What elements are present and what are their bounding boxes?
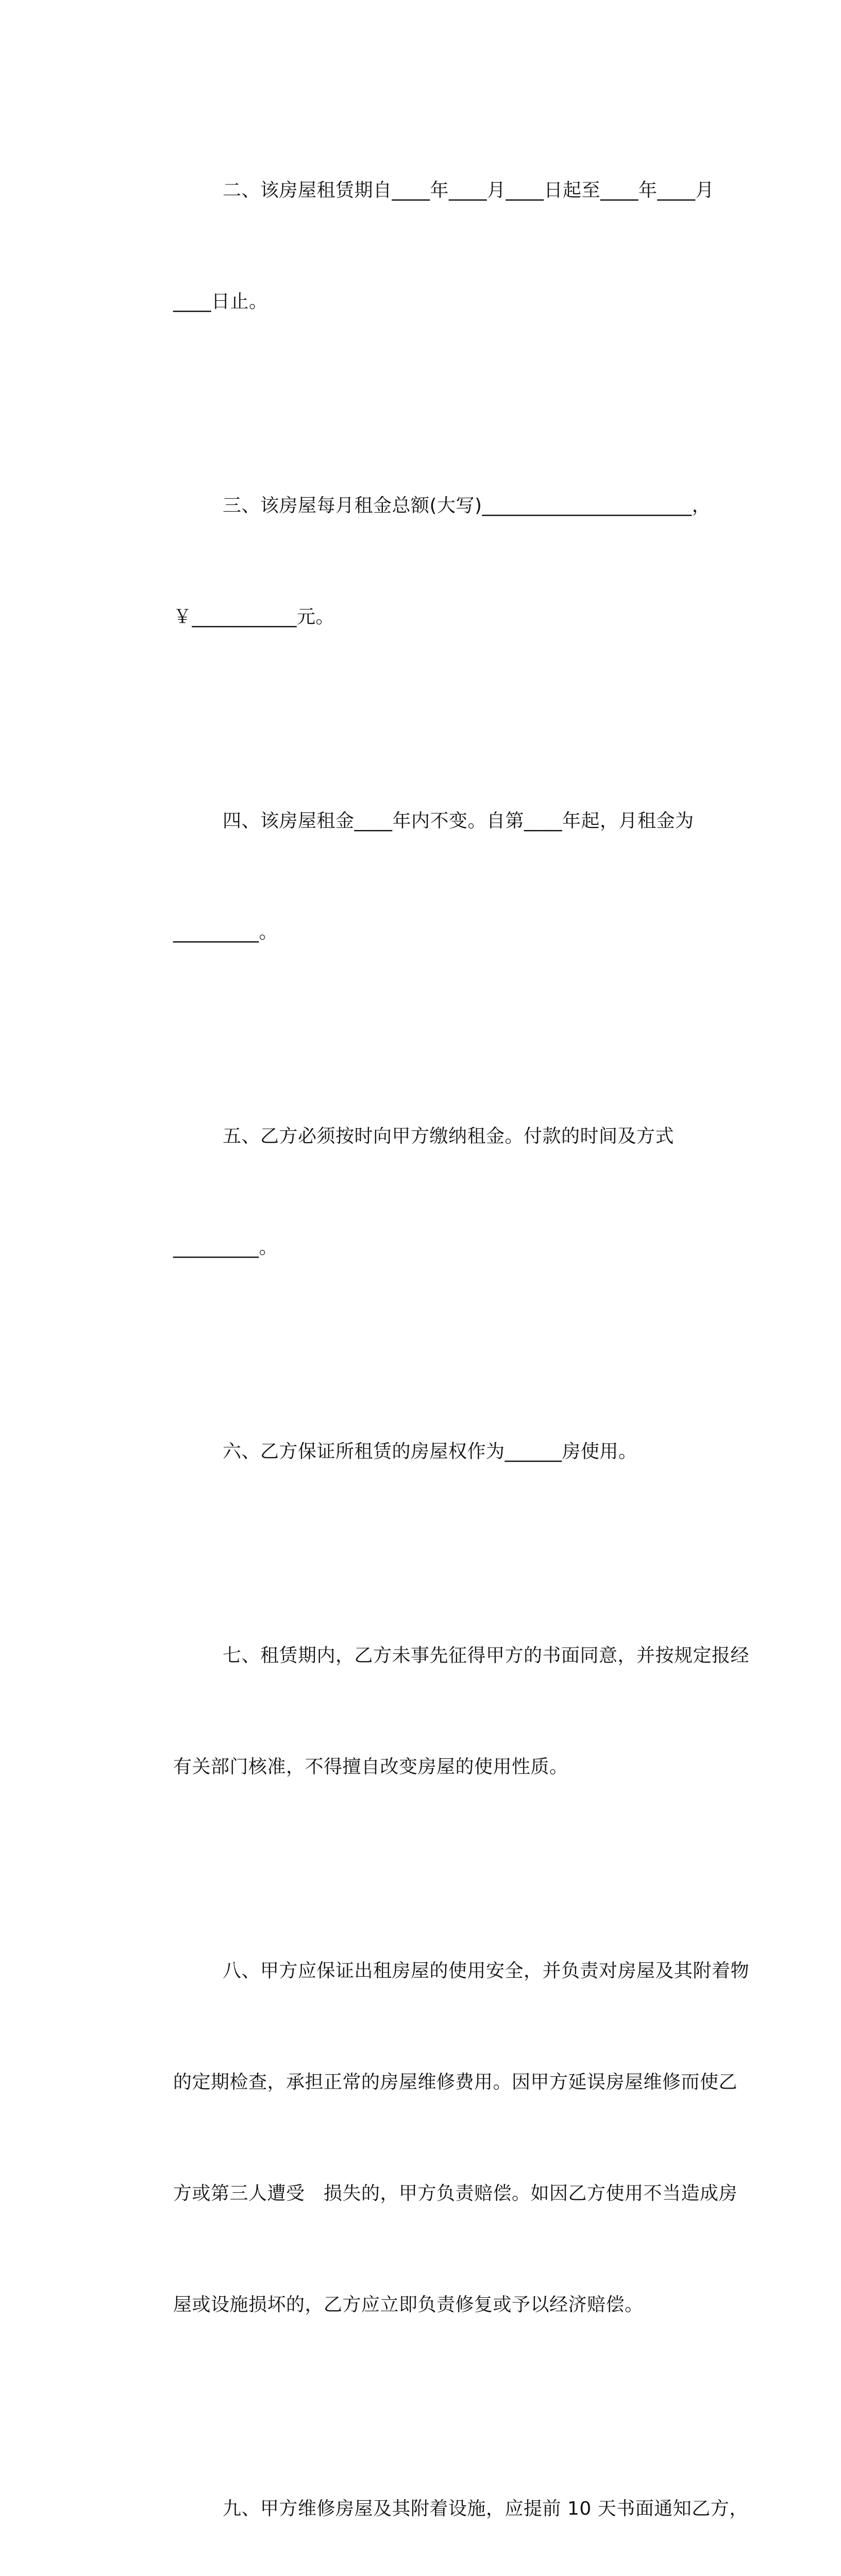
clause-line: 七、租赁期内，乙方未事先征得甲方的书面同意，并按规定报经 (223, 1645, 750, 1666)
document-page (124, 98, 750, 2576)
clause-line: 四、该房屋租金____年内不变。自第____年起，月租金为 (223, 810, 694, 832)
clause-line: 六、乙方保证所租赁的房屋权作为______房使用。 (223, 1441, 637, 1462)
clause-line: 二、该房屋租赁期自____年____月____日起至____年____月 (223, 180, 715, 201)
clause-line: 八、甲方应保证出租房屋的使用安全，并负责对房屋及其附着物 (223, 1960, 750, 1981)
clause-line: 三、该房屋每月租金总额(大写)______________________， (223, 495, 711, 516)
clause-line: 九、甲方维修房屋及其附着设施，应提前 10 天书面通知乙方， (223, 2498, 748, 2519)
clause-5 (124, 1044, 706, 1341)
clause-line: ￥___________元。 (173, 606, 335, 628)
clause-4 (124, 728, 706, 1025)
clause-7 (124, 1563, 750, 1860)
clause-line: ____日止。 (173, 291, 268, 312)
clause-9 (124, 2416, 748, 2576)
clause-line: 有关部门核准，不得擅自改变房屋的使用性质。 (173, 1756, 568, 1777)
clause-line: 屋或设施损坏的，乙方应立即负责修复或予以经济赔偿。 (173, 2294, 644, 2315)
clause-8 (124, 1878, 750, 2398)
clause-line: 的定期检查，承担正常的房屋维修费用。因甲方延误房屋维修而使乙 (173, 2072, 738, 2093)
clause-2 (124, 98, 715, 395)
clause-6 (124, 1359, 706, 1545)
clause-line: 方或第三人遭受 损失的，甲方负责赔偿。如因乙方使用不当造成房 (173, 2183, 738, 2204)
clause-line: _________。 (173, 922, 278, 943)
clause-line: 五、乙方必须按时向甲方缴纳租金。付款的时间及方式 (223, 1126, 675, 1147)
clause-3 (124, 413, 711, 710)
clause-line: _________。 (173, 1237, 278, 1258)
